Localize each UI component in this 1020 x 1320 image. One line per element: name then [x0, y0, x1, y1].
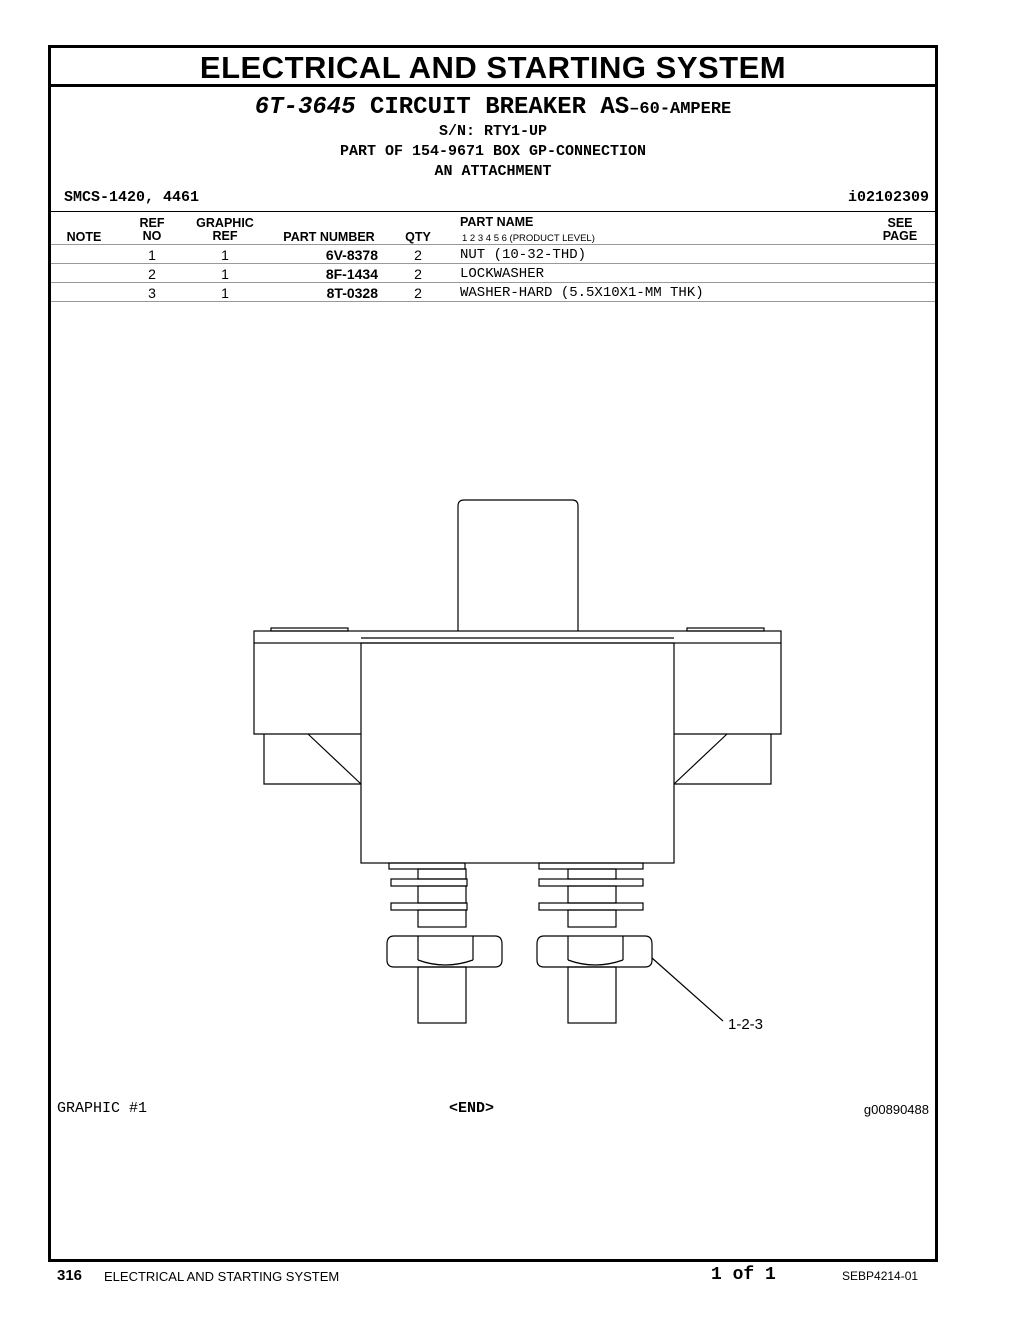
row1-qty: 2: [414, 247, 422, 263]
footer-page-of: 1 of 1: [711, 1265, 776, 1285]
col-see-page-line1: SEE: [887, 216, 913, 230]
row2-part-name: LOCKWASHER: [460, 266, 545, 282]
part-suffix: –60-AMPERE: [629, 100, 732, 119]
row1-graphic-ref: 1: [221, 247, 229, 263]
circuit-breaker-drawing: [251, 498, 831, 1098]
serial-number: S/N: RTY1-UP: [438, 123, 548, 140]
part-title: [51, 94, 935, 121]
row-divider: [51, 263, 935, 264]
row2-qty: 2: [414, 266, 422, 282]
row3-ref-no: 3: [148, 285, 156, 301]
col-qty: QTY: [405, 230, 431, 244]
row1-ref-no: 1: [148, 247, 156, 263]
row2-part-number[interactable]: 8F-1434: [325, 266, 378, 282]
part-number: 6T-3645: [254, 94, 356, 121]
reference-id: i02102309: [847, 189, 929, 206]
row3-graphic-ref: 1: [221, 285, 229, 301]
row-divider: [51, 282, 935, 283]
end-label: <END>: [449, 1100, 495, 1117]
footer-doc-id: SEBP4214-01: [842, 1269, 919, 1283]
col-ref-no-line2: NO: [142, 229, 162, 243]
row-divider: [51, 301, 935, 302]
col-graphic-ref-line1: GRAPHIC: [196, 216, 254, 230]
col-graphic-ref: [191, 217, 259, 243]
row1-part-name: NUT (10-32-THD): [460, 247, 587, 263]
col-ref-no-line1: REF: [139, 216, 165, 230]
part-of: PART OF 154-9671 BOX GP-CONNECTION: [339, 143, 647, 160]
graphic-ref-id: g00890488: [863, 1102, 929, 1117]
row3-part-number[interactable]: 8T-0328: [326, 285, 378, 301]
col-ref-no: [131, 217, 173, 243]
col-see-page-line2: PAGE: [882, 229, 918, 243]
graphic-label: GRAPHIC #1: [57, 1100, 148, 1117]
row2-graphic-ref: 1: [221, 266, 229, 282]
col-graphic-ref-line2: REF: [212, 229, 238, 243]
footer-page-number: 316: [57, 1267, 83, 1284]
product-levels: 1 2 3 4 5 6 (PRODUCT LEVEL): [462, 233, 595, 244]
col-part-number: PART NUMBER: [283, 230, 375, 244]
callout-leader: [652, 958, 723, 1021]
table-header-rule: [51, 244, 935, 245]
row3-qty: 2: [414, 285, 422, 301]
section-title: ELECTRICAL AND STARTING SYSTEM: [51, 48, 935, 87]
row2-ref-no: 2: [148, 266, 156, 282]
col-part-name: PART NAME: [460, 215, 534, 229]
left-terminal: [387, 863, 502, 1023]
header-divider: [51, 211, 935, 212]
part-name: CIRCUIT BREAKER AS: [369, 94, 630, 121]
col-note: NOTE: [66, 230, 102, 244]
right-terminal: [537, 863, 652, 1023]
row1-part-number[interactable]: 6V-8378: [325, 247, 378, 263]
footer-section: ELECTRICAL AND STARTING SYSTEM: [104, 1269, 340, 1284]
callout-label: 1-2-3: [728, 1016, 764, 1033]
col-see-page: [879, 217, 921, 243]
smcs-codes: SMCS-1420, 4461: [64, 189, 200, 206]
attachment-label: AN ATTACHMENT: [434, 163, 552, 180]
row3-part-name: WASHER-HARD (5.5X10X1-MM THK): [460, 285, 704, 301]
page-frame: [48, 45, 938, 1262]
